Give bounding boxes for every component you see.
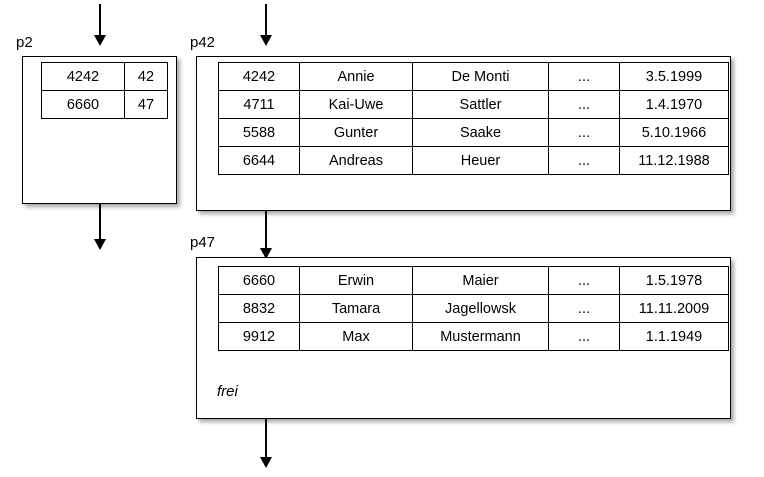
record-first: Erwin xyxy=(300,267,413,295)
record-last: Maier xyxy=(413,267,549,295)
data-table-p42 xyxy=(218,62,729,175)
record-last: Heuer xyxy=(413,147,549,175)
block-label-p2: p2 xyxy=(16,34,33,51)
table-row xyxy=(219,295,729,323)
table-row xyxy=(219,323,729,351)
record-id: 8832 xyxy=(219,295,300,323)
table-row xyxy=(219,147,729,175)
record-date: 1.1.1949 xyxy=(620,323,729,351)
dir-key: 4242 xyxy=(42,63,125,91)
record-more: ... xyxy=(549,147,620,175)
record-last: Saake xyxy=(413,119,549,147)
record-more: ... xyxy=(549,63,620,91)
record-last: De Monti xyxy=(413,63,549,91)
dir-pointer: 42 xyxy=(125,63,168,91)
free-space-label: frei xyxy=(217,383,238,400)
record-id: 6660 xyxy=(219,267,300,295)
record-id: 5588 xyxy=(219,119,300,147)
data-table-p47 xyxy=(218,266,729,351)
record-date: 1.5.1978 xyxy=(620,267,729,295)
record-first: Annie xyxy=(300,63,413,91)
record-id: 4711 xyxy=(219,91,300,119)
table-row xyxy=(219,267,729,295)
record-more: ... xyxy=(549,267,620,295)
record-more: ... xyxy=(549,323,620,351)
dir-key: 6660 xyxy=(42,91,125,119)
record-date: 11.12.1988 xyxy=(620,147,729,175)
record-first: Andreas xyxy=(300,147,413,175)
table-row xyxy=(219,91,729,119)
record-id: 4242 xyxy=(219,63,300,91)
record-last: Sattler xyxy=(413,91,549,119)
record-id: 9912 xyxy=(219,323,300,351)
record-date: 3.5.1999 xyxy=(620,63,729,91)
record-id: 6644 xyxy=(219,147,300,175)
record-date: 11.11.2009 xyxy=(620,295,729,323)
record-last: Jagellowsk xyxy=(413,295,549,323)
record-more: ... xyxy=(549,91,620,119)
record-first: Tamara xyxy=(300,295,413,323)
table-row xyxy=(219,119,729,147)
record-date: 1.4.1970 xyxy=(620,91,729,119)
record-more: ... xyxy=(549,119,620,147)
table-row xyxy=(42,91,168,119)
record-first: Gunter xyxy=(300,119,413,147)
dir-pointer: 47 xyxy=(125,91,168,119)
record-date: 5.10.1966 xyxy=(620,119,729,147)
record-first: Kai-Uwe xyxy=(300,91,413,119)
record-first: Max xyxy=(300,323,413,351)
table-row xyxy=(42,63,168,91)
record-more: ... xyxy=(549,295,620,323)
directory-table xyxy=(41,62,168,119)
record-last: Mustermann xyxy=(413,323,549,351)
block-label-p47: p47 xyxy=(190,234,216,251)
block-label-p42: p42 xyxy=(190,34,216,51)
table-row xyxy=(219,63,729,91)
